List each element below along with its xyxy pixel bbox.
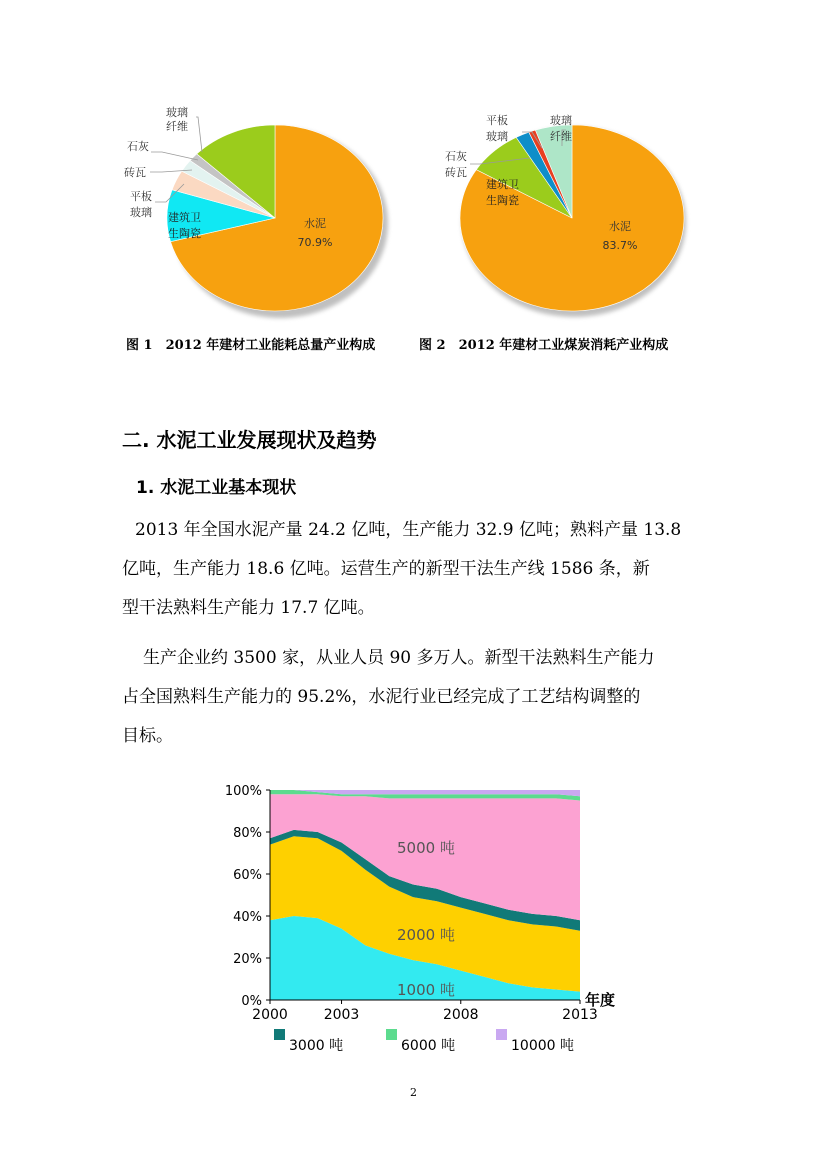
- y-tick-label: 80%: [233, 826, 262, 841]
- pie2-label-lime-2: 砖瓦: [445, 166, 467, 179]
- x-tick-label: 2013: [562, 1007, 598, 1023]
- pie1-value-cement: 70.9%: [297, 236, 333, 249]
- pie1-label-cement: 水泥: [304, 217, 326, 230]
- pie2-label-lime-1: 石灰: [445, 150, 467, 163]
- pie2-label-flatglass-2: 玻璃: [486, 130, 508, 143]
- pie2-label-cement: 水泥: [609, 220, 631, 233]
- pie1-label-glass-fiber-2: 纤维: [166, 120, 188, 133]
- pie2-label-sanitary-2: 生陶瓷: [486, 194, 519, 207]
- x-axis-label: 年度: [585, 991, 616, 1009]
- subsection-heading: 1. 水泥工业基本现状: [136, 478, 297, 498]
- figure-1-caption: 图 1 2012 年建材工业能耗总量产业构成: [126, 338, 376, 353]
- y-tick-label: 0%: [241, 994, 262, 1009]
- inline-series-label: 2000 吨: [397, 926, 455, 944]
- y-tick-label: 100%: [224, 784, 262, 799]
- paragraph-2-line-2: 占全国熟料生产能力的 95.2%，水泥行业已经完成了工艺结构调整的: [122, 687, 641, 707]
- pie2-label-flatglass-1: 平板: [486, 114, 508, 127]
- pie2-label-glass-fiber-1: 玻璃: [550, 114, 572, 127]
- x-tick-label: 2003: [323, 1007, 360, 1023]
- page-number: 2: [410, 1086, 417, 1099]
- pie1-label-sanitary-2: 生陶瓷: [168, 227, 201, 240]
- section-heading: 二. 水泥工业发展现状及趋势: [122, 428, 377, 452]
- paragraph-2-line-1: 生产企业约 3500 家，从业人员 90 多万人。新型干法熟料生产能力: [143, 648, 655, 668]
- legend-label: 6000 吨: [401, 1038, 456, 1054]
- pie1-label-flatglass-2: 玻璃: [130, 206, 152, 219]
- area-layers: [270, 790, 580, 1000]
- x-tick-label: 2008: [442, 1007, 479, 1023]
- legend-swatch: [274, 1029, 285, 1040]
- legend-label: 10000 吨: [511, 1038, 574, 1054]
- y-tick-label: 40%: [233, 910, 262, 925]
- pie1-label-glass-fiber-1: 玻璃: [166, 106, 188, 119]
- pie1-label-lime: 石灰: [127, 140, 149, 153]
- pie2-slices: [460, 125, 684, 311]
- area-legend: [274, 1029, 574, 1054]
- legend-swatch: [496, 1029, 507, 1040]
- pie1-label-flatglass-1: 平板: [130, 190, 152, 203]
- inline-series-label: 1000 吨: [397, 981, 455, 999]
- pie2-value-cement: 83.7%: [602, 239, 638, 252]
- paragraph-1: [122, 511, 707, 628]
- paragraph-2-line-3: 目标。: [122, 726, 173, 746]
- pie1-label-brick: 砖瓦: [124, 166, 146, 179]
- legend-swatch: [386, 1029, 397, 1040]
- pie1-label-sanitary-1: 建筑卫: [168, 211, 201, 224]
- paragraph-1-line-3: 型干法熟料生产能力 17.7 亿吨。: [122, 598, 375, 618]
- paragraph-1-line-1: 2013 年全国水泥产量 24.2 亿吨，生产能力 32.9 亿吨；熟料产量 13.8: [135, 520, 682, 540]
- figure-2-caption: 图 2 2012 年建材工业煤炭消耗产业构成: [419, 338, 669, 353]
- pie-chart-coal: [440, 100, 700, 330]
- pie-chart-energy: [110, 100, 410, 330]
- inline-series-label: 5000 吨: [397, 839, 455, 857]
- x-tick-label: 2000: [252, 1007, 288, 1023]
- y-tick-label: 20%: [233, 952, 262, 967]
- kiln-capacity-area-chart: [200, 780, 620, 1060]
- pie2-label-glass-fiber-2: 纤维: [550, 130, 572, 143]
- y-tick-label: 60%: [233, 868, 262, 883]
- paragraph-2: [122, 639, 707, 756]
- legend-label: 3000 吨: [289, 1038, 344, 1054]
- pie2-label-sanitary-1: 建筑卫: [486, 178, 519, 191]
- paragraph-1-line-2: 亿吨，生产能力 18.6 亿吨。运营生产的新型干法生产线 1586 条，新: [122, 559, 650, 579]
